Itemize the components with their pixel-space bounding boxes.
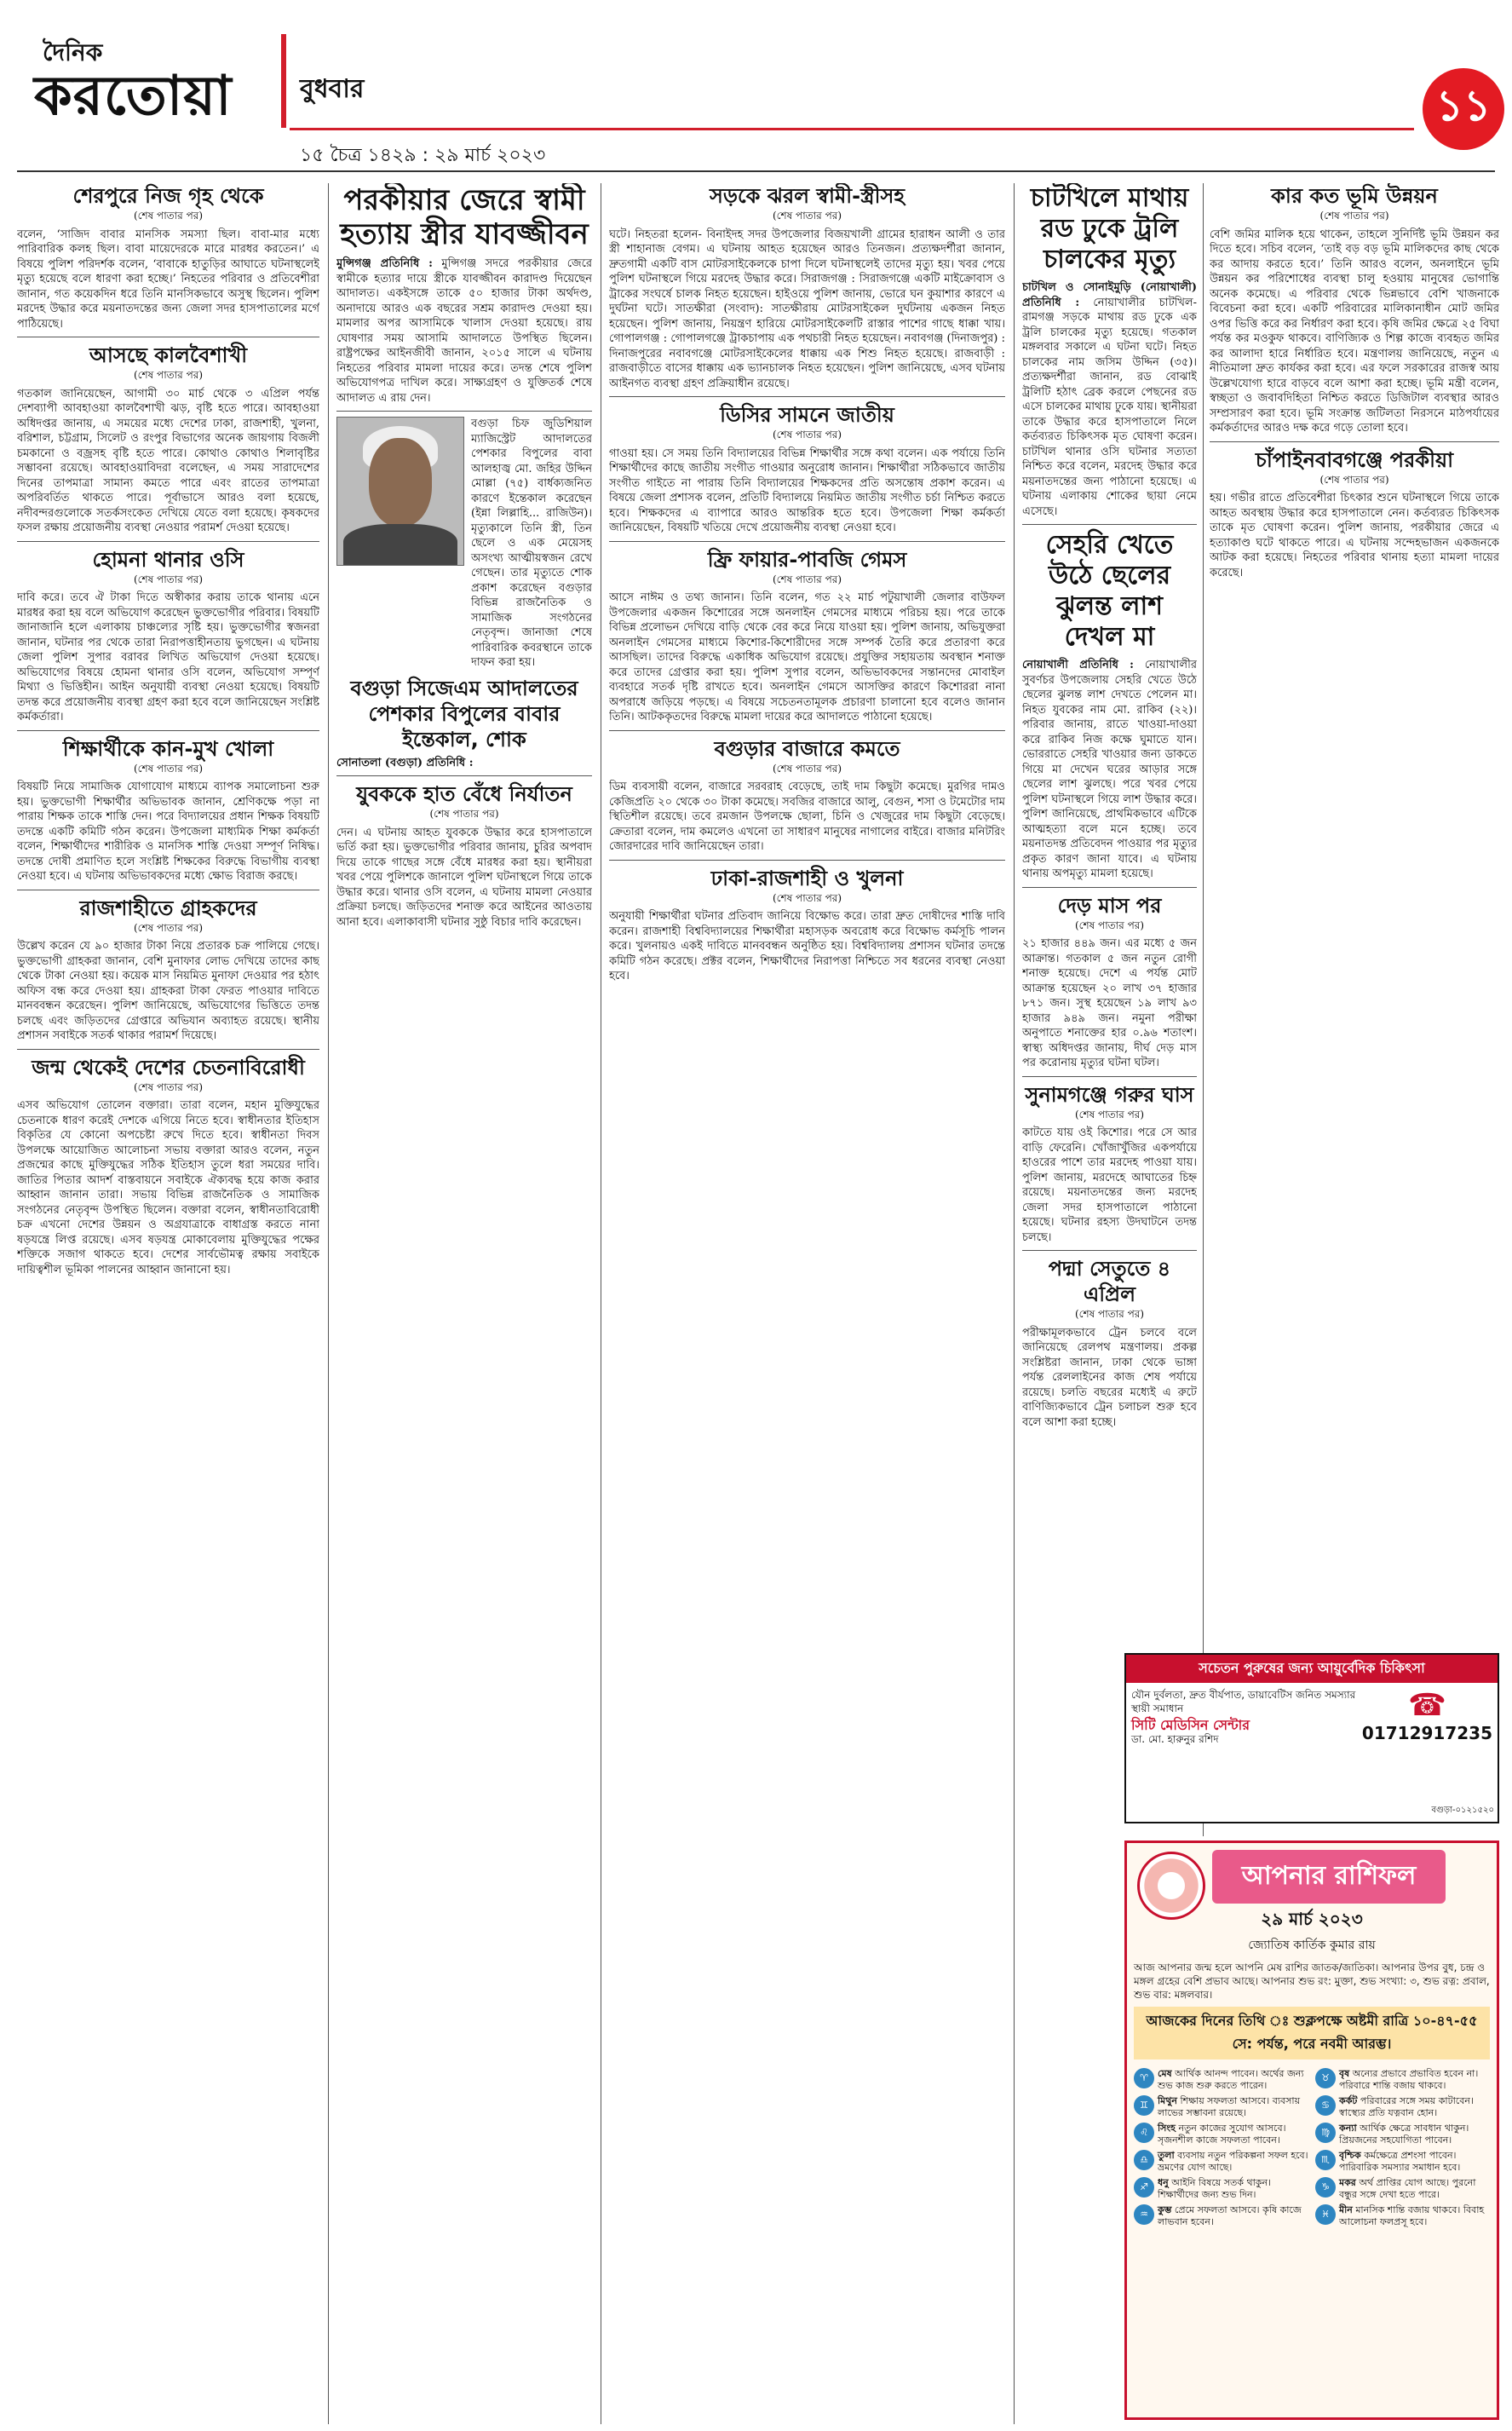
article-body: মুন্সিগঞ্জ সদরে পরকীয়ার জেরে স্বামীকে হত্যার দায়ে স্ত্রীকে যাবজ্জীবন কারাদণ্ড দিয়েছেন আদালত। একইসঙ্গে তাকে ৫০ হাজার টাকা অর্থদণ্ড, অনাদায়ে আরও এক বছরের সশ্রম কারাদণ্ড দেওয়া হয়। মামলার অপর আসামিকে খালাস দেওয়া হয়েছে। রায় ঘোষণার সময় আসামি আদালতে উপস্থিত ছিলেন। রাষ্ট্রপক্ষের আইনজীবী জানান, ২০১৫ সালে এ ঘটনায় নিহতের পরিবার মামলা দায়ের করে। তদন্ত শেষে পুলিশ অভিযোগপত্র দাখিল করে। সাক্ষ্যগ্রহণ ও যুক্তিতর্ক শেষে আদালত এ রায় দেন। bbox=[336, 257, 592, 405]
masthead-divider bbox=[281, 34, 286, 128]
article-body-part: বগুড়া চিফ জুডিশিয়াল ম্যাজিস্ট্রেট আদালতের পেশকার বিপুলের বাবা আলহাজ্ব মো. জহির উদ্দিন মোল্লা (৭৫) বার্ধক্যজনিত কারণে ইন্তেকাল করেছেন (ইন্না লিল্লাহি... রাজিউন)। মৃত্যুকালে তিনি স্ত্রী, তিন ছেলে ও এক মেয়েসহ অসংখ্য আত্মীয়স্বজন রেখে গেছেন। তার মৃত্যুতে শোক প্রকাশ করেছেন বগুড়ার বিভিন্ন রাজনৈতিক ও সামাজিক সংগঠনের নেতৃবৃন্দ। জানাজা শেষে পারিবারিক কবরস্থানে তাকে দাফন করা হয়। bbox=[471, 418, 592, 669]
byline: নোয়াখালী প্রতিনিধি : bbox=[1022, 659, 1134, 671]
continued-note: (শেষ পাতার পর) bbox=[772, 573, 842, 585]
ad-side-note: বগুড়া-০১২১৫২০ bbox=[1431, 1806, 1494, 1815]
sign-capricorn[interactable] bbox=[1315, 2177, 1490, 2201]
article-padma bbox=[1022, 1256, 1197, 1430]
ad-heading: সচেতন পুরুষের জন্য আয়ুর্বেদিক চিকিৎসা bbox=[1126, 1655, 1498, 1683]
sign-name: সিংহ bbox=[1158, 2123, 1176, 2134]
continued-note: (শেষ পাতার পর) bbox=[772, 762, 842, 775]
twins-icon: ♊ bbox=[1134, 2095, 1154, 2116]
bull-icon: ♉ bbox=[1315, 2068, 1336, 2088]
ad-line: ডা. মো. হারুনুর রশিদ bbox=[1131, 1733, 1219, 1745]
article-title[interactable]: শেরপুরে নিজ গৃহ থেকে bbox=[72, 184, 264, 208]
logo-small-text: দৈনিক bbox=[43, 38, 103, 66]
horoscope-panel bbox=[1124, 1841, 1499, 2420]
divider bbox=[336, 775, 592, 776]
article-body: গাওয়া হয়। সে সময় তিনি বিদ্যালয়ের বিভিন্ন শিক্ষার্থীর সঙ্গে কথা বলেন। এক পর্যায়ে তিনি শিক্ষার্থীদের কাছে জাতীয় সংগীত গাওয়ার অনুরোধ জানান। শিক্ষার্থীরা সঠিকভাবে জাতীয় সংগীত গাইতে না পারায় তিনি বিদ্যালয়ের শিক্ষকদের প্রতি অসন্তোষ প্রকাশ করেন। এ বিষয়ে জেলা প্রশাসক বলেন, প্রতিটি বিদ্যালয়ে নিয়মিত জাতীয় সংগীত চর্চা নিশ্চিত করতে হবে। শিক্ষকদের এ ব্যাপারে আরও আন্তরিক হতে হবে। উপজেলা শিক্ষা কর্মকর্তা জানিয়েছেন, বিষয়টি খতিয়ে দেখে প্রয়োজনীয় ব্যবস্থা নেওয়া হবে। bbox=[609, 446, 1005, 534]
photo-face bbox=[369, 438, 432, 527]
column-2 bbox=[336, 183, 592, 2424]
article-title[interactable]: ডিসির সামনে জাতীয় bbox=[720, 403, 894, 427]
sign-libra[interactable] bbox=[1134, 2150, 1308, 2174]
sign-text: অন্যের প্রভাবে প্রভাবিত হবেন না। পরিবারে শান্তি বজায় থাকবে। bbox=[1339, 2068, 1479, 2091]
masthead bbox=[0, 0, 1512, 166]
sign-text: কর্মক্ষেত্রে প্রশংসা পাবেন। পারিবারিক সমস্যার সমাধান হবে। bbox=[1339, 2150, 1461, 2173]
divider bbox=[17, 1049, 319, 1050]
article-chapai bbox=[1210, 447, 1499, 581]
article-body: ডিম ব্যবসায়ী বলেন, বাজারে সরবরাহ বেড়েছে, তাই দাম কিছুটা কমেছে। মুরগির দামও কেজিপ্রতি ২০ থেকে ৩০ টাকা কমেছে। সবজির বাজারে আলু, বেগুন, শসা ও টমেটোর দাম স্থিতিশীল রয়েছে। তবে রমজান উপলক্ষে ছোলা, চিনি ও খেজুরের দাম কিছুটা বেড়েছে। ক্রেতারা বলেন, দাম কমলেও এখনো তা সাধারণ মানুষের নাগালের বাইরে। বাজার মনিটরিং জোরদারের দাবি জানিয়েছেন তারা। bbox=[609, 781, 1005, 853]
sign-name: কন্যা bbox=[1339, 2123, 1357, 2134]
article-title[interactable]: শিক্ষার্থীকে কান-মুখ খোলা bbox=[62, 736, 274, 761]
article-body: হয়। গভীর রাতে প্রতিবেশীরা চিৎকার শুনে ঘটনাস্থলে গিয়ে তাকে আহত অবস্থায় উদ্ধার করে হাসপাতালে নেন। কর্তব্যরত চিকিৎসক তাকে মৃত ঘোষণা করেন। পুলিশ জানায়, পরকীয়ার জেরে এ হত্যাকাণ্ড ঘটে থাকতে পারে। এ ঘটনায় সন্দেহভাজন একজনকে আটক করা হয়েছে। নিহতের পরিবার থানায় হত্যা মামলা দায়ের করেছে। bbox=[1210, 492, 1499, 579]
divider bbox=[17, 730, 319, 731]
article-title[interactable]: আসছে কালবৈশাখী bbox=[89, 343, 248, 367]
sign-leo[interactable] bbox=[1134, 2123, 1308, 2146]
article-bogura-bazar bbox=[609, 736, 1005, 855]
obituary-photo bbox=[336, 417, 464, 566]
continued-note: (শেষ পাতার পর) bbox=[133, 921, 204, 934]
article-body: বলেন, ‘সাজিদ বাবার মানসিক সমস্যা ছিল। বাবা-মার মধ্যে পারিবারিক কলহ ছিল। বাবা মায়েদেরকে মারে মারধর করতেন।’ এ বিষয়ে পুলিশ পরিদর্শক বলেন, ‘বাবাকে হাতুড়ির আঘাতে ঘটনাস্থলেই মৃত্যু হয়েছে বলে ধারণা করা হচ্ছে।’ নিহতের পরিবার ও প্রতিবেশীরা জানান, গত কয়েকদিন ধরে তিনি মানসিকভাবে অসুস্থ ছিলেন। পুলিশ মরদেহ উদ্ধার করে ময়নাতদন্তের জন্য জেলা সদর হাসপাতালের মর্গে পাঠিয়েছে। bbox=[17, 228, 319, 331]
article-title[interactable]: পরকীয়ার জেরে স্বামী হত্যায় স্ত্রীর যাবজ্জীবন bbox=[340, 183, 589, 251]
article-body: বেশি জমির মালিক হয়ে থাকেন, তাহলে সুনির্দিষ্ট ভূমি উন্নয়ন কর দিতে হবে। সচিব বলেন, ‘তাই বড় বড় ভূমি মালিকদের কাছ থেকে কর আদায় করতে হবে।’ তিনি আরও বলেন, অনলাইনে ভূমি উন্নয়ন কর পরিশোধের ব্যবস্থা চালু হওয়ায় মানুষের ভোগান্তি অনেক কমেছে। এ পরিবার থেকে ভিন্নভাবে বেশি খাজনাকে বিবেচনা করা হবে। একটি পরিবারের মালিকানাধীন মোট জমির ওপর ভিত্তি করে কর নির্ধারণ করা হবে। কৃষি জমির ক্ষেত্রে ২৫ বিঘা পর্যন্ত কর মওকুফ থাকবে। বাণিজ্যিক ও শিল্প কাজে ব্যবহৃত জমির কর আলাদা হারে নির্ধারিত হবে। মন্ত্রণালয় জানিয়েছে, নতুন এ নীতিমালা দ্রুত কার্যকর করা হবে। এর ফলে সরকারের রাজস্ব আয় উল্লেখযোগ্য হারে বাড়বে বলে আশা করা হচ্ছে। ভূমি মন্ত্রী বলেন, স্বচ্ছতা ও জবাবদিহিতা নিশ্চিত করতে ডিজিটাল ব্যবস্থার আরও সম্প্রসারণ করা হবে। ভূমি সংক্রান্ত জটিলতা নিরসনে মাঠপর্যায়ের কর্মকর্তাদের আরও দক্ষ করে গড়ে তোলা হবে। bbox=[1210, 228, 1499, 435]
article-body: ২১ হাজার ৪৪৯ জন। এর মধ্যে ৫ জন আক্রান্ত। গতকাল ৫ জন নতুন রোগী শনাক্ত হয়েছে। দেশে এ পর্যন্ত মোট আক্রান্ত হয়েছেন ২০ লাখ ৩৭ হাজার ৮৭১ জন। সুস্থ হয়েছেন ১৯ লাখ ৯৩ হাজার ৯৪৯ জন। নমুনা পরীক্ষা অনুপাতে শনাক্তের হার ০.৯৬ শতাংশ। স্বাস্থ্য অধিদপ্তর জানায়, দীর্ঘ দেড় মাস পর করোনায় মৃত্যুর ঘটনা ঘটল। bbox=[1022, 937, 1197, 1069]
sign-name: মীন bbox=[1339, 2204, 1353, 2215]
article-desi bbox=[609, 402, 1005, 536]
article-title[interactable]: বগুড়া সিজেএম আদালতের পেশকার বিপুলের বাবার ইন্তেকাল, শোক bbox=[350, 676, 578, 752]
scorpion-icon: ♏ bbox=[1315, 2150, 1336, 2170]
zodiac-wheel-icon bbox=[1137, 1852, 1205, 1920]
article-kalboishakhi bbox=[17, 343, 319, 536]
fish-icon: ♓ bbox=[1315, 2204, 1336, 2225]
article-body: দাবি করে। তবে ঐ টাকা দিতে অস্বীকার করায় তাকে থানায় এনে মারধর করা হয় বলে অভিযোগ করেছেন ভুক্তভোগীর পরিবার। বিষয়টি জানাজানি হলে এলাকায় চাঞ্চল্যের সৃষ্টি হয়। ভুক্তভোগীর স্বজনরা জানান, ঘটনার পর থেকে তারা নিরাপত্তাহীনতায় ভুগছেন। এ ঘটনায় জেলা পুলিশ সুপার বরাবর লিখিত অভিযোগ দেওয়া হয়েছে। অভিযোগের বিষয়ে হোমনা থানার ওসি বলেন, অভিযোগ সম্পূর্ণ মিথ্যা ও ভিত্তিহীন। আইন অনুযায়ী ব্যবস্থা নেওয়া হয়েছে। বিষয়টি তদন্ত করে প্রয়োজনীয় ব্যবস্থা গ্রহণ করা হবে বলে জানিয়েছেন সংশ্লিষ্ট কর্মকর্তারা। bbox=[17, 591, 319, 723]
issue-day: বুধবার bbox=[300, 74, 365, 104]
article-body: নোয়াখালীর সুবর্ণচর উপজেলায় সেহরি খেতে উঠে ছেলের ঝুলন্ত লাশ দেখতে পেলেন মা। নিহত যুবকের নাম মো. রাকিব (২২)। পরিবার জানায়, রাতে খাওয়া-দাওয়া করে রাকিব নিজ কক্ষে ঘুমাতে যান। ভোররাতে সেহরি খাওয়ার জন্য ডাকতে গিয়ে মা দেখেন ঘরের আড়ার সঙ্গে ছেলের লাশ ঝুলছে। পরে খবর পেয়ে পুলিশ ঘটনাস্থলে গিয়ে লাশ উদ্ধার করে। পুলিশ জানিয়েছে, প্রাথমিকভাবে এটিকে আত্মহত্যা বলে মনে হচ্ছে। তবে ময়নাতদন্ত প্রতিবেদন পাওয়ার পর মৃত্যুর প্রকৃত কারণ জানা যাবে। এ ঘটনায় থানায় অপমৃত্যু মামলা হয়েছে। bbox=[1022, 659, 1197, 880]
horoscope-tithi: আজকের দিনের তিথি ঃ শুক্লপক্ষে অষ্টমী রাত্রি ১০-৪৭-৫৫ সে: পর্যন্ত, পরে নবমী আরম্ভ। bbox=[1134, 2007, 1490, 2059]
horoscope-intro: আজ আপনার জন্ম হলে আপনি মেষ রাশির জাতক/জাতিকা। আপনার উপর বুধ, চন্দ্র ও মঙ্গল গ্রহের বেশি প্রভাব আছে। আপনার শুভ রং: মুক্তা, শুভ সংখ্যা: ৩, শুভ রত্ন: প্রবাল, শুভ বার: মঙ্গলবার। bbox=[1134, 1962, 1490, 2001]
article-body: পরীক্ষামূলকভাবে ট্রেন চলবে বলে জানিয়েছে রেলপথ মন্ত্রণালয়। প্রকল্প সংশ্লিষ্টরা জানান, ঢাকা থেকে ভাঙ্গা পর্যন্ত রেললাইনের কাজ শেষ পর্যায়ে রয়েছে। চলতি বছরের মধ্যেই এ রুটে বাণিজ্যিকভাবে ট্রেন চলাচল শুরু হবে বলে আশা করা হচ্ছে। bbox=[1022, 1326, 1197, 1429]
zodiac-signs bbox=[1127, 2065, 1497, 2232]
scales-icon: ♎ bbox=[1134, 2150, 1154, 2170]
sign-text: আর্থিক ক্ষেত্রে সাবধান থাকুন। প্রিয়জনের সহযোগিতা পাবেন। bbox=[1339, 2123, 1469, 2146]
continued-note: (শেষ পাতার পর) bbox=[1074, 1308, 1145, 1320]
article-title[interactable]: ঢাকা-রাজশাহী ও খুলনা bbox=[710, 866, 904, 890]
sign-cancer[interactable] bbox=[1315, 2095, 1490, 2119]
article-title[interactable]: যুবককে হাত বেঁধে নির্যাতন bbox=[356, 782, 572, 806]
sign-text: অর্থ প্রাপ্তির যোগ আছে। পুরনো বন্ধুর সঙ্গে দেখা হতে পারে। bbox=[1339, 2177, 1476, 2200]
divider bbox=[609, 541, 1005, 542]
column-divider bbox=[1203, 183, 1204, 1836]
divider bbox=[1022, 1250, 1197, 1251]
divider bbox=[1022, 1076, 1197, 1077]
crab-icon: ♋ bbox=[1315, 2095, 1336, 2116]
divider bbox=[1022, 887, 1197, 888]
continued-note: (শেষ পাতার পর) bbox=[429, 808, 499, 820]
article-title[interactable]: জন্ম থেকেই দেশের চেতনাবিরোধী bbox=[32, 1055, 305, 1080]
article-freefire bbox=[609, 547, 1005, 725]
byline: চাটখিল ও সোনাইমুড়ি (নোয়াখালী) প্রতিনিধি : bbox=[1022, 281, 1197, 309]
photo-shirt bbox=[343, 524, 457, 566]
archer-icon: ♐ bbox=[1134, 2177, 1154, 2198]
sign-name: বৃষ bbox=[1339, 2068, 1350, 2079]
sign-pisces[interactable] bbox=[1315, 2204, 1490, 2228]
sign-text: আইনি বিষয়ে সতর্ক থাকুন। শিক্ষার্থীদের জন্য শুভ দিন। bbox=[1158, 2177, 1271, 2200]
sign-gemini[interactable] bbox=[1134, 2095, 1308, 2119]
continued-note: (শেষ পাতার পর) bbox=[133, 573, 204, 585]
sign-name: মকর bbox=[1339, 2177, 1356, 2188]
continued-note: (শেষ পাতার পর) bbox=[772, 210, 842, 222]
continued-note: (শেষ পাতার পর) bbox=[1319, 210, 1389, 222]
sign-text: প্রেমে সফলতা আসবে। কৃষি কাজে লাভবান হবেন। bbox=[1158, 2204, 1302, 2227]
column-1 bbox=[17, 183, 319, 2424]
ram-icon: ♈ bbox=[1134, 2068, 1154, 2088]
divider bbox=[1210, 441, 1499, 442]
sign-text: মানসিক শান্তি বজায় থাকবে। বিবাহ আলোচনা ফলপ্রসূ হবে। bbox=[1339, 2204, 1485, 2227]
logo-big-text: করতোয়া bbox=[34, 65, 233, 128]
page-number-badge: ১১ bbox=[1423, 68, 1504, 150]
article-title[interactable]: চাঁপাইনবাবগঞ্জে পরকীয়া bbox=[1255, 447, 1454, 472]
lion-icon: ♌ bbox=[1134, 2123, 1154, 2143]
column-divider bbox=[328, 183, 329, 2424]
ad-line: যৌন দুর্বলতা, দ্রুত বীর্যপাত, ডায়াবেটিস জনিত সমস্যার স্থায়ী সমাধান bbox=[1131, 1689, 1356, 1714]
classified-ad[interactable] bbox=[1124, 1653, 1499, 1823]
sign-scorpio[interactable] bbox=[1315, 2150, 1490, 2174]
article-title[interactable]: চাটখিলে মাথায় রড ঢুকে ট্রলি চালকের মৃত্যু bbox=[1030, 183, 1189, 274]
newspaper-logo[interactable] bbox=[19, 34, 274, 128]
article-body: আসে নাঈম ও তথ্য জানান। তিনি বলেন, গত ২২ মার্চ পটুয়াখালী জেলার বাউফল উপজেলার একজন কিশোরের সঙ্গে অনলাইন গেমসের মাধ্যমে পরিচয় হয়। পরে তাকে বিভিন্ন প্রলোভন দেখিয়ে বাড়ি থেকে বের করে নিয়ে যাওয়া হয়। পুলিশ জানায়, অভিযুক্তরা অনলাইন গেমসের মাধ্যমে কিশোর-কিশোরীদের সঙ্গে সম্পর্ক তৈরি করে প্রতারণা করে আসছিল। তাদের বিরুদ্ধে একাধিক অভিযোগ রয়েছে। প্রযুক্তির সহায়তায় অবস্থান শনাক্ত করে তাদের গ্রেপ্তার করা হয়। পুলিশ সুপার বলেন, অভিভাবকদের সন্তানদের মোবাইল ব্যবহারে সতর্ক দৃষ্টি রাখতে হবে। অনলাইন গেমসে আসক্তির কারণে কিশোররা নানা অপরাধে জড়িয়ে পড়ছে। এ বিষয়ে সচেতনতামূলক প্রচারণা চালানো হবে বলেও জানান তিনি। আটককৃতদের বিরুদ্ধে মামলা দায়ের করে আদালতে পাঠানো হয়েছে। bbox=[609, 591, 1005, 723]
continued-note: (শেষ পাতার পর) bbox=[772, 891, 842, 904]
article-title[interactable]: বগুড়ার বাজারে কমতে bbox=[714, 736, 900, 761]
sign-text: নতুন কাজের সুযোগ আসবে। সৃজনশীল কাজে সফলতা পাবেন। bbox=[1158, 2123, 1286, 2146]
column-6 bbox=[1210, 183, 1499, 1649]
article-title[interactable]: কার কত ভূমি উন্নয়ন bbox=[1271, 184, 1438, 208]
article-title[interactable]: হোমনা থানার ওসি bbox=[92, 547, 244, 572]
article-kanmukh bbox=[17, 736, 319, 884]
issue-date: ১৫ চৈত্র ১৪২৯ : ২৯ মার্চ ২০২৩ bbox=[300, 145, 546, 166]
article-dhaka-rajshahi bbox=[609, 866, 1005, 984]
sign-text: ব্যবসায় নতুন পরিকল্পনা সফল হবে। ভ্রমণের যোগ আছে। bbox=[1158, 2150, 1308, 2173]
divider bbox=[609, 396, 1005, 397]
water-icon: ♒ bbox=[1134, 2204, 1154, 2225]
byline: মুন্সিগঞ্জ প্রতিনিধি : bbox=[336, 257, 433, 270]
horoscope-author: জ্যোতিষ কার্তিক কুমার রায় bbox=[1248, 1938, 1376, 1952]
article-body: বিষয়টি নিয়ে সামাজিক যোগাযোগ মাধ্যমে ব্যাপক সমালোচনা শুরু হয়। ভুক্তভোগী শিক্ষার্থীর অভিভাবক জানান, শ্রেণিকক্ষে পড়া না পারায় শিক্ষক তাকে শাস্তি দেন। পরে বিদ্যালয়ের প্রধান শিক্ষক বিষয়টি তদন্তে একটি কমিটি গঠন করেন। উপজেলা মাধ্যমিক শিক্ষা কর্মকর্তা বলেন, শিক্ষার্থীদের শারীরিক ও মানসিক শাস্তি দেওয়া সম্পূর্ণ নিষিদ্ধ। তদন্তে দোষী প্রমাণিত হলে সংশ্লিষ্ট শিক্ষকের বিরুদ্ধে বিভাগীয় ব্যবস্থা নেওয়া হবে। এ ঘটনায় অভিভাবকদের মধ্যে ক্ষোভ বিরাজ করছে। bbox=[17, 781, 319, 883]
divider bbox=[1022, 524, 1197, 525]
continued-note: (শেষ পাতার পর) bbox=[1074, 919, 1145, 931]
sign-virgo[interactable] bbox=[1315, 2123, 1490, 2146]
article-ishtefa bbox=[336, 417, 592, 770]
article-sehri bbox=[1022, 530, 1197, 882]
article-body: নোয়াখালীর চাটখিল-রামগঞ্জ সড়কে মাথায় রড ঢুকে এক ট্রলি চালকের মৃত্যু হয়েছে। গতকাল মঙ্গলবার সকালে এ ঘটনা ঘটে। নিহত চালকের নাম জসিম উদ্দিন (৩৫)। প্রত্যক্ষদর্শীরা জানান, রড বোঝাই ট্রলিটি হঠাৎ ব্রেক করলে পেছনের রড এসে চালকের মাথায় ঢুকে যায়। স্থানীয়রা তাকে উদ্ধার করে হাসপাতালে নিলে কর্তব্যরত চিকিৎসক মৃত ঘোষণা করেন। চাটখিল থানার ওসি ঘটনার সত্যতা নিশ্চিত করে বলেন, মরদেহ উদ্ধার করে ময়নাতদন্তের জন্য পাঠানো হয়েছে। এ ঘটনায় এলাকায় শোকের ছায়া নেমে এসেছে। bbox=[1022, 296, 1197, 518]
sign-text: আর্থিক আনন্দ পাবেন। অর্থের জন্য শুভ কাজ শুরু করতে পারেন। bbox=[1158, 2068, 1304, 2091]
sign-name: কর্কট bbox=[1339, 2095, 1358, 2106]
sign-taurus[interactable] bbox=[1315, 2068, 1490, 2092]
continued-note: (শেষ পাতার পর) bbox=[772, 429, 842, 441]
ad-phone[interactable]: 01712917235 bbox=[1361, 1723, 1492, 1743]
article-body: অনুযায়ী শিক্ষার্থীরা ঘটনার প্রতিবাদ জানিয়ে বিক্ষোভ করে। তারা দ্রুত দোষীদের শাস্তি দাবি করেন। রাজশাহী বিশ্ববিদ্যালয়ের শিক্ষার্থীরা মহাসড়ক অবরোধ করে বিক্ষোভ কর্মসূচি পালন করে। খুলনায়ও একই দাবিতে মানববন্ধন অনুষ্ঠিত হয়। বিশ্ববিদ্যালয় প্রশাসন ঘটনার তদন্তে কমিটি গঠন করেছে। প্রক্টর বলেন, শিক্ষার্থীদের নিরাপত্তা নিশ্চিতে সব ধরনের ব্যবস্থা নেওয়া হবে। bbox=[609, 910, 1005, 982]
article-title[interactable]: সুনামগঞ্জে গরুর ঘাস bbox=[1025, 1082, 1194, 1107]
article-title[interactable]: রাজশাহীতে গ্রাহকদের bbox=[79, 896, 257, 920]
article-chetona bbox=[17, 1055, 319, 1278]
sign-name: ধনু bbox=[1158, 2177, 1169, 2188]
article-title[interactable]: পদ্মা সেতুতে ৪ এপ্রিল bbox=[1048, 1257, 1171, 1306]
continued-note: (শেষ পাতার পর) bbox=[133, 369, 204, 381]
goat-icon: ♑ bbox=[1315, 2177, 1336, 2198]
header-rule bbox=[17, 170, 1495, 172]
byline: সোনাতলা (বগুড়া) প্রতিনিধি : bbox=[336, 756, 474, 769]
sign-aries[interactable] bbox=[1134, 2068, 1308, 2092]
divider bbox=[609, 730, 1005, 731]
sign-name: তুলা bbox=[1158, 2150, 1175, 2161]
sign-text: শিক্ষায় সফলতা আসবে। ব্যবসায় লাভের সম্ভাবনা রয়েছে। bbox=[1158, 2095, 1301, 2118]
column-3 bbox=[609, 183, 1005, 2424]
article-body: গতকাল জানিয়েছেন, আগামী ৩০ মার্চ থেকে ৩ এপ্রিল পর্যন্ত দেশব্যাপী আবহাওয়া কালবৈশাখী ঝড়, বৃষ্টি হতে পারে। আবহাওয়া অধিদপ্তর জানায়, এ সময়ের মধ্যে দেশের ঢাকা, রাজশাহী, খুলনা, বরিশাল, চট্টগ্রাম, সিলেট ও রংপুর বিভাগের অনেক জায়গায় বিজলী চমকানো ও বজ্রসহ বৃষ্টি হতে পারে। কোথাও কোথাও শিলাবৃষ্টির সম্ভাবনা রয়েছে। আবহাওয়াবিদরা বলেছেন, এ সময় সারাদেশের দিনের তাপমাত্রা সামান্য কমতে পারে এবং রাতের তাপমাত্রা অপরিবর্তিত থাকতে পারে। পূর্বাভাসে আরও বলা হয়েছে, নদীবন্দরগুলোকে সতর্কসংকেত দেখিয়ে যেতে বলা হয়েছে। কৃষকদের ফসল রক্ষায় প্রয়োজনীয় ব্যবস্থা নেওয়ার পরামর্শ দেওয়া হয়েছে। bbox=[17, 387, 319, 534]
divider bbox=[609, 860, 1005, 861]
article-sunamganj bbox=[1022, 1082, 1197, 1246]
continued-note: (শেষ পাতার পর) bbox=[133, 210, 204, 222]
divider bbox=[17, 541, 319, 542]
article-body: দেন। এ ঘটনায় আহত যুবককে উদ্ধার করে হাসপাতালে ভর্তি করা হয়। ভুক্তভোগীর পরিবার জানায়, চুরির অপবাদ দিয়ে তাকে গাছের সঙ্গে বেঁধে মারধর করা হয়। স্থানীয়রা খবর পেয়ে পুলিশকে জানালে পুলিশ ঘটনাস্থলে গিয়ে তাকে উদ্ধার করে। থানার ওসি বলেন, এ ঘটনায় মামলা নেওয়ার প্রক্রিয়া চলছে। জড়িতদের শনাক্ত করে আইনের আওতায় আনা হবে। এলাকাবাসী ঘটনার সুষ্ঠু বিচার দাবি করেছেন। bbox=[336, 826, 592, 929]
sign-name: মেষ bbox=[1158, 2068, 1172, 2079]
article-body: এসব অভিযোগ তোলেন বক্তারা। তারা বলেন, মহান মুক্তিযুদ্ধের চেতনাকে ধারণ করেই দেশকে এগিয়ে নিতে হবে। স্বাধীনতার ইতিহাস বিকৃতির যে কোনো অপচেষ্টা রুখে দিতে হবে। স্বাধীনতা দিবস উপলক্ষে আয়োজিত আলোচনা সভায় বক্তারা আরও বলেন, নতুন প্রজন্মের কাছে মুক্তিযুদ্ধের সঠিক ইতিহাস তুলে ধরা সময়ের দাবি। জাতির পিতার আদর্শ বাস্তবায়নে সবাইকে ঐক্যবদ্ধ হয়ে কাজ করার আহ্বান জানান তারা। সভায় বিভিন্ন রাজনৈতিক ও সামাজিক সংগঠনের নেতৃবৃন্দ উপস্থিত ছিলেন। বক্তারা বলেন, স্বাধীনতাবিরোধী চক্র এখনো দেশের উন্নয়ন ও অগ্রযাত্রাকে বাধাগ্রস্ত করতে নানা ষড়যন্ত্রে লিপ্ত রয়েছে। এসব ষড়যন্ত্র মোকাবেলায় মুক্তিযুদ্ধের পক্ষের শক্তিকে সজাগ থাকতে হবে। দেশের সার্বভৌমত্ব রক্ষায় সবাইকে দায়িত্বশীল ভূমিকা পালনের আহ্বান জানানো হয়। bbox=[17, 1099, 319, 1276]
ad-line: সিটি মেডিসিন সেন্টার bbox=[1131, 1717, 1250, 1733]
sign-aquarius[interactable] bbox=[1134, 2204, 1308, 2228]
sign-name: কুম্ভ bbox=[1158, 2204, 1172, 2215]
sign-name: মিথুন bbox=[1158, 2095, 1177, 2106]
article-chatkhil bbox=[1022, 183, 1197, 519]
article-body: ঘটে। নিহতরা হলেন- বিনাইদহ সদর উপজেলার বিজয়খালী গ্রামের হারাধন আলী ও তার স্ত্রী শাহানাজ বেগম। এ ঘটনায় আহত হয়েছেন আরও তিনজন। প্রত্যক্ষদর্শীরা জানান, দ্রুতগামী একটি বাস মোটরসাইকেলকে চাপা দিলে ঘটনাস্থলেই তাদের মৃত্যু হয়। খবর পেয়ে পুলিশ ঘটনাস্থলে গিয়ে মরদেহ উদ্ধার করে। সিরাজগঞ্জ : সিরাজগঞ্জে একটি মাইক্রোবাস ও ট্রাকের সংঘর্ষে চালক নিহত হয়েছেন। হাইওয়ে পুলিশ জানায়, ভোরে ঘন কুয়াশার কারণে এ দুর্ঘটনা ঘটে। সাতক্ষীরা (সংবাদ): সাতক্ষীরায় মোটরসাইকেল দুর্ঘটনায় একজন নিহত হয়েছেন। পুলিশ জানায়, নিয়ন্ত্রণ হারিয়ে মোটরসাইকেলটি রাস্তার পাশের গাছে ধাক্কা খায়। গোপালগঞ্জ : গোপালগঞ্জে ট্রাকচাপায় এক পথচারী নিহত হয়েছেন। নবাবগঞ্জ (দিনাজপুর) : দিনাজপুরের নবাবগঞ্জে মোটরসাইকেলের ধাক্কায় এক শিশু নিহত হয়েছে। রাজবাড়ী : রাজবাড়ীতে বাসের ধাক্কায় এক ভ্যানচালক নিহত হয়েছেন। পুলিশ জানিয়েছে, এসব ঘটনায় আইনগত ব্যবস্থা গ্রহণ প্রক্রিয়াধীন রয়েছে। bbox=[609, 228, 1005, 390]
horoscope-title: আপনার রাশিফল bbox=[1212, 1850, 1446, 1904]
article-title[interactable]: সেহরি খেতে উঠে ছেলের ঝুলন্ত লাশ দেখল মা bbox=[1045, 530, 1174, 652]
article-title[interactable]: দেড় মাস পর bbox=[1057, 893, 1162, 918]
continued-note: (শেষ পাতার পর) bbox=[1319, 473, 1389, 486]
masthead-rule bbox=[290, 128, 1414, 130]
maiden-icon: ♍ bbox=[1315, 2123, 1336, 2143]
column-divider bbox=[1014, 183, 1015, 2424]
continued-note: (শেষ পাতার পর) bbox=[133, 762, 204, 775]
article-dedmas bbox=[1022, 893, 1197, 1071]
article-rajshahi-grahak bbox=[17, 896, 319, 1044]
article-kar-koto bbox=[1210, 183, 1499, 436]
article-body: কাটতে যায় ওই কিশোর। পরে সে আর বাড়ি ফেরেনি। খোঁজাখুঁজির একপর্যায়ে হাওরের পাশে তার মরদেহ পাওয়া যায়। পুলিশ জানায়, মরদেহে আঘাতের চিহ্ন রয়েছে। ময়নাতদন্তের জন্য মরদেহ জেলা সদর হাসপাতালে পাঠানো হয়েছে। ঘটনার রহস্য উদঘাটনে তদন্ত চলছে। bbox=[1022, 1126, 1197, 1244]
article-homna bbox=[17, 547, 319, 725]
horoscope-date: ২৯ মার্চ ২০২৩ bbox=[1261, 1909, 1363, 1929]
phone-icon: ☎ bbox=[1408, 1688, 1446, 1723]
article-body: উল্লেখ করেন যে ৯০ হাজার টাকা নিয়ে প্রতারক চক্র পালিয়ে গেছে। ভুক্তভোগী গ্রাহকরা জানান, বেশি মুনাফার লোভ দেখিয়ে তাদের কাছ থেকে টাকা নেওয়া হয়। কয়েক মাস নিয়মিত মুনাফা দেওয়ার পর হঠাৎ অফিস বন্ধ করে দেওয়া হয়। গ্রাহকরা টাকা ফেরত পাওয়ার দাবিতে মানববন্ধন করেছেন। পুলিশ জানিয়েছে, অভিযোগের ভিত্তিতে তদন্ত চলছে এবং জড়িতদের গ্রেপ্তারে অভিযান অব্যাহত রয়েছে। স্থানীয় প্রশাসন সবাইকে সতর্ক থাকার পরামর্শ দিয়েছে। bbox=[17, 940, 319, 1042]
sign-text: পরিবারের সঙ্গে সময় কাটাবেন। স্বাস্থ্যের প্রতি যত্নবান হোন। bbox=[1339, 2095, 1474, 2118]
article-jubok bbox=[336, 781, 592, 930]
article-title[interactable]: ফ্রি ফায়ার-পাবজি গেমস bbox=[707, 547, 907, 572]
article-sherpur bbox=[17, 183, 319, 331]
sign-sagittarius[interactable] bbox=[1134, 2177, 1308, 2201]
article-porokiya bbox=[336, 183, 592, 406]
divider bbox=[336, 411, 592, 412]
continued-note: (শেষ পাতার পর) bbox=[1074, 1108, 1145, 1120]
sign-name: বৃশ্চিক bbox=[1339, 2150, 1361, 2161]
continued-note: (শেষ পাতার পর) bbox=[133, 1080, 204, 1093]
article-sorok bbox=[609, 183, 1005, 391]
article-title[interactable]: সড়কে ঝরল স্বামী-স্ত্রীসহ bbox=[710, 184, 905, 208]
